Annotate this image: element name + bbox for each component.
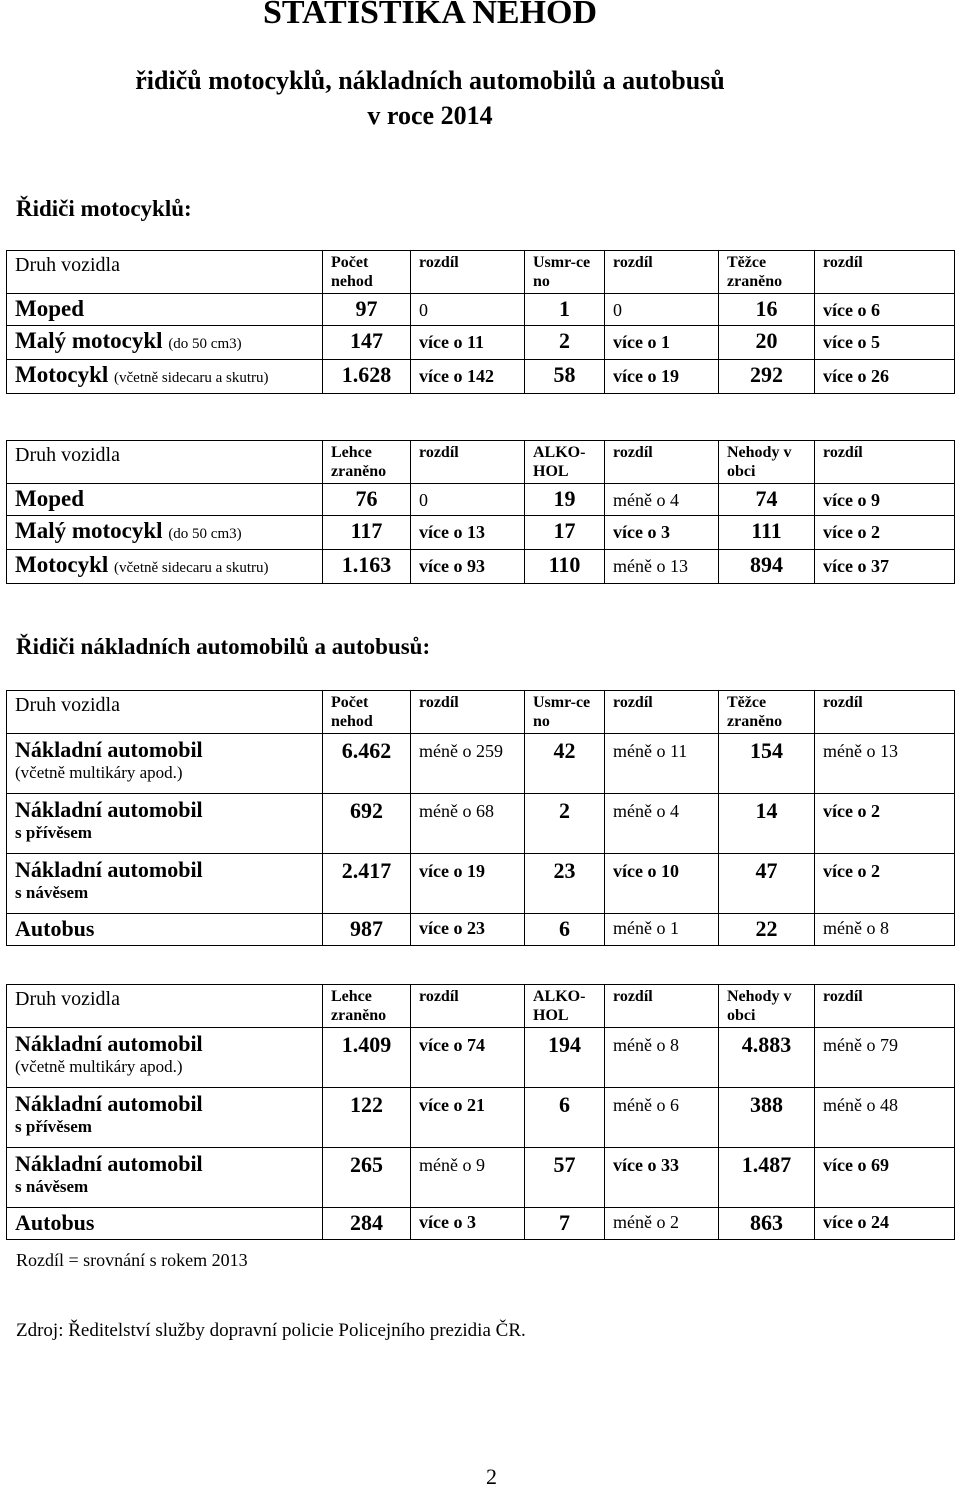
value-cell: 894 — [719, 550, 815, 584]
vehicle-type-cell — [7, 1148, 323, 1208]
header-lightly-injured: Lehce zraněno — [323, 441, 411, 484]
header-diff: rozdíl — [411, 985, 525, 1028]
diff-cell: méně o 8 — [605, 1028, 719, 1088]
vehicle-type-name: Nákladní automobil — [15, 737, 203, 762]
diff-cell: více o 21 — [411, 1088, 525, 1148]
diff-cell: více o 2 — [815, 854, 955, 914]
value-cell: 388 — [719, 1088, 815, 1148]
value-cell: 2 — [525, 326, 605, 360]
value-cell: 1.163 — [323, 550, 411, 584]
vehicle-type-cell — [7, 1208, 323, 1240]
vehicle-type-subtitle: (včetně multikáry apod.) — [15, 1057, 183, 1076]
page-title: STATISTIKA NEHOD — [262, 0, 598, 31]
vehicle-type-cell — [7, 360, 323, 394]
header-diff: rozdíl — [815, 441, 955, 484]
diff-cell: více o 33 — [605, 1148, 719, 1208]
diff-cell: více o 3 — [411, 1208, 525, 1240]
vehicle-type-cell — [7, 914, 323, 946]
diff-cell: méně o 1 — [605, 914, 719, 946]
value-cell: 117 — [323, 516, 411, 550]
diff-cell: méně o 48 — [815, 1088, 955, 1148]
value-cell: 17 — [525, 516, 605, 550]
diff-cell: méně o 11 — [605, 734, 719, 794]
vehicle-type-cell — [7, 854, 323, 914]
subtitle-line1: řidičů motocyklů, nákladních automobilů a autobusů — [135, 66, 725, 95]
diff-cell: 0 — [411, 294, 525, 326]
header-diff: rozdíl — [605, 691, 719, 734]
header-diff: rozdíl — [411, 691, 525, 734]
header-vehicle-type: Druh vozidla — [7, 441, 323, 484]
vehicle-type-cell — [7, 516, 323, 550]
table-row — [7, 550, 955, 584]
page-number: 2 — [486, 1464, 497, 1489]
note-difference: Rozdíl = srovnání s rokem 2013 — [16, 1250, 248, 1270]
table-row — [7, 1028, 955, 1088]
table-row — [7, 360, 955, 394]
table-trucks-injuries — [6, 984, 955, 1240]
value-cell: 1.409 — [323, 1028, 411, 1088]
value-cell: 6.462 — [323, 734, 411, 794]
value-cell: 6 — [525, 914, 605, 946]
diff-cell: více o 23 — [411, 914, 525, 946]
note-source: Zdroj: Ředitelství služby dopravní policie Policejního prezidia ČR. — [16, 1320, 526, 1341]
diff-cell: méně o 8 — [815, 914, 955, 946]
value-cell: 692 — [323, 794, 411, 854]
diff-cell: více o 9 — [815, 484, 955, 516]
vehicle-type-subtitle: s přívěsem — [15, 823, 92, 842]
table-row — [7, 516, 955, 550]
value-cell: 265 — [323, 1148, 411, 1208]
table-row — [7, 1088, 955, 1148]
section-heading-motorcycles: Řidiči motocyklů: — [16, 196, 192, 221]
header-accidents-in-town: Nehody v obci — [719, 985, 815, 1028]
table-row — [7, 484, 955, 516]
diff-cell: více o 13 — [411, 516, 525, 550]
table-row — [7, 326, 955, 360]
diff-cell: méně o 2 — [605, 1208, 719, 1240]
value-cell: 57 — [525, 1148, 605, 1208]
diff-cell: více o 3 — [605, 516, 719, 550]
vehicle-type-name: Malý motocykl — [15, 328, 163, 353]
vehicle-type-subtitle: (včetně multikáry apod.) — [15, 763, 183, 782]
value-cell: 2.417 — [323, 854, 411, 914]
header-vehicle-type: Druh vozidla — [7, 251, 323, 294]
vehicle-type-name: Nákladní automobil — [15, 1151, 203, 1176]
value-cell: 22 — [719, 914, 815, 946]
value-cell: 23 — [525, 854, 605, 914]
vehicle-type-cell — [7, 1088, 323, 1148]
header-diff: rozdíl — [605, 251, 719, 294]
vehicle-type-subtitle: s návěsem — [15, 883, 89, 902]
header-vehicle-type: Druh vozidla — [7, 691, 323, 734]
header-vehicle-type: Druh vozidla — [7, 985, 323, 1028]
table-row — [7, 1208, 955, 1240]
diff-cell: 0 — [605, 294, 719, 326]
diff-cell: více o 19 — [411, 854, 525, 914]
table-row — [7, 914, 955, 946]
value-cell: 863 — [719, 1208, 815, 1240]
vehicle-type-name: Moped — [15, 486, 84, 511]
vehicle-type-note: (do 50 cm3) — [168, 336, 242, 352]
table-row — [7, 734, 955, 794]
table-row — [7, 794, 955, 854]
vehicle-type-cell — [7, 294, 323, 326]
diff-cell: více o 37 — [815, 550, 955, 584]
diff-cell: méně o 9 — [411, 1148, 525, 1208]
diff-cell: více o 6 — [815, 294, 955, 326]
value-cell: 154 — [719, 734, 815, 794]
diff-cell: méně o 4 — [605, 484, 719, 516]
value-cell: 19 — [525, 484, 605, 516]
header-diff: rozdíl — [815, 985, 955, 1028]
header-lightly-injured: Lehce zraněno — [323, 985, 411, 1028]
section-heading-trucks-buses: Řidiči nákladních automobilů a autobusů: — [16, 634, 431, 659]
header-diff: rozdíl — [815, 251, 955, 294]
diff-cell: 0 — [411, 484, 525, 516]
vehicle-type-name: Moped — [15, 296, 84, 321]
vehicle-type-name: Autobus — [15, 916, 95, 941]
value-cell: 284 — [323, 1208, 411, 1240]
header-diff: rozdíl — [411, 251, 525, 294]
header-diff: rozdíl — [411, 441, 525, 484]
table-header-row — [7, 985, 955, 1028]
value-cell: 97 — [323, 294, 411, 326]
header-diff: rozdíl — [605, 441, 719, 484]
diff-cell: více o 69 — [815, 1148, 955, 1208]
vehicle-type-cell — [7, 550, 323, 584]
table-motorcycles-fatalities — [6, 250, 955, 394]
table-header-row — [7, 251, 955, 294]
header-alcohol: ALKO-HOL — [525, 985, 605, 1028]
table-row — [7, 294, 955, 326]
value-cell: 58 — [525, 360, 605, 394]
value-cell: 122 — [323, 1088, 411, 1148]
diff-cell: více o 93 — [411, 550, 525, 584]
diff-cell: více o 11 — [411, 326, 525, 360]
header-seriously-injured: Těžce zraněno — [719, 251, 815, 294]
value-cell: 1 — [525, 294, 605, 326]
vehicle-type-name: Nákladní automobil — [15, 1091, 203, 1116]
vehicle-type-name: Nákladní automobil — [15, 857, 203, 882]
value-cell: 194 — [525, 1028, 605, 1088]
diff-cell: více o 74 — [411, 1028, 525, 1088]
value-cell: 7 — [525, 1208, 605, 1240]
header-seriously-injured: Těžce zraněno — [719, 691, 815, 734]
vehicle-type-cell — [7, 794, 323, 854]
vehicle-type-subtitle: s návěsem — [15, 1177, 89, 1196]
vehicle-type-subtitle: s přívěsem — [15, 1117, 92, 1136]
header-accidents: Počet nehod — [323, 251, 411, 294]
diff-cell: méně o 6 — [605, 1088, 719, 1148]
value-cell: 1.487 — [719, 1148, 815, 1208]
diff-cell: méně o 79 — [815, 1028, 955, 1088]
value-cell: 74 — [719, 484, 815, 516]
diff-cell: více o 1 — [605, 326, 719, 360]
vehicle-type-name: Malý motocykl — [15, 518, 163, 543]
value-cell: 2 — [525, 794, 605, 854]
value-cell: 147 — [323, 326, 411, 360]
diff-cell: méně o 4 — [605, 794, 719, 854]
table-header-row — [7, 691, 955, 734]
vehicle-type-name: Motocykl — [15, 552, 109, 577]
vehicle-type-note: (do 50 cm3) — [168, 526, 242, 542]
diff-cell: více o 2 — [815, 516, 955, 550]
value-cell: 111 — [719, 516, 815, 550]
diff-cell: více o 2 — [815, 794, 955, 854]
diff-cell: více o 26 — [815, 360, 955, 394]
value-cell: 16 — [719, 294, 815, 326]
vehicle-type-name: Autobus — [15, 1210, 95, 1235]
table-row — [7, 1148, 955, 1208]
header-killed: Usmr-ceno — [525, 691, 605, 734]
diff-cell: méně o 13 — [605, 550, 719, 584]
table3-body — [7, 734, 955, 946]
table-row — [7, 854, 955, 914]
table4-body — [7, 1028, 955, 1240]
value-cell: 76 — [323, 484, 411, 516]
vehicle-type-cell — [7, 484, 323, 516]
diff-cell: více o 19 — [605, 360, 719, 394]
header-accidents-in-town: Nehody v obci — [719, 441, 815, 484]
value-cell: 20 — [719, 326, 815, 360]
vehicle-type-note: (včetně sidecaru a skutru) — [114, 370, 269, 386]
vehicle-type-name: Nákladní automobil — [15, 797, 203, 822]
value-cell: 6 — [525, 1088, 605, 1148]
table1-body — [7, 294, 955, 394]
value-cell: 1.628 — [323, 360, 411, 394]
diff-cell: méně o 68 — [411, 794, 525, 854]
value-cell: 4.883 — [719, 1028, 815, 1088]
diff-cell: více o 10 — [605, 854, 719, 914]
vehicle-type-cell — [7, 326, 323, 360]
header-accidents: Počet nehod — [323, 691, 411, 734]
header-alcohol: ALKO-HOL — [525, 441, 605, 484]
vehicle-type-cell — [7, 734, 323, 794]
subtitle-line2: v roce 2014 — [367, 101, 493, 130]
vehicle-type-note: (včetně sidecaru a skutru) — [114, 560, 269, 576]
value-cell: 110 — [525, 550, 605, 584]
value-cell: 42 — [525, 734, 605, 794]
header-diff: rozdíl — [815, 691, 955, 734]
value-cell: 987 — [323, 914, 411, 946]
diff-cell: více o 24 — [815, 1208, 955, 1240]
table-header-row — [7, 441, 955, 484]
diff-cell: méně o 259 — [411, 734, 525, 794]
value-cell: 292 — [719, 360, 815, 394]
vehicle-type-name: Nákladní automobil — [15, 1031, 203, 1056]
header-killed: Usmr-ceno — [525, 251, 605, 294]
diff-cell: více o 142 — [411, 360, 525, 394]
table-trucks-fatalities — [6, 690, 955, 946]
table-motorcycles-injuries — [6, 440, 955, 584]
value-cell: 14 — [719, 794, 815, 854]
vehicle-type-cell — [7, 1028, 323, 1088]
vehicle-type-name: Motocykl — [15, 362, 109, 387]
diff-cell: více o 5 — [815, 326, 955, 360]
value-cell: 47 — [719, 854, 815, 914]
diff-cell: méně o 13 — [815, 734, 955, 794]
header-diff: rozdíl — [605, 985, 719, 1028]
table2-body — [7, 484, 955, 584]
